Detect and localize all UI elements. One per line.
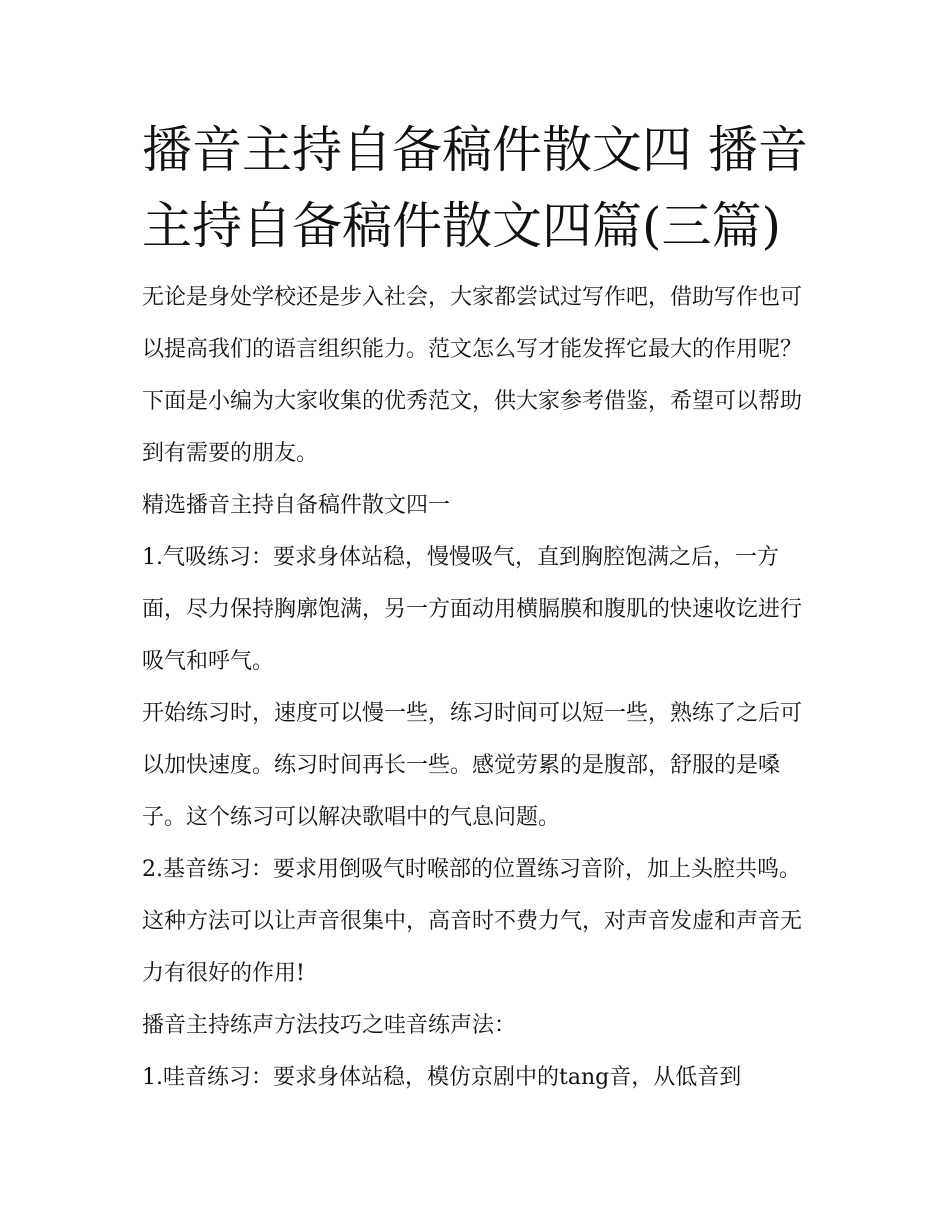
paragraph-base-tone-exercise: 2.基音练习：要求用倒吸气时喉部的位置练习音阶，加上头腔共鸣。这种方法可以让声音很集中，高音时不费力气，对声音发虚和声音无力有很好的作用! bbox=[142, 857, 803, 986]
subsection-heading: 播音主持练声方法技巧之哇音练声法： bbox=[142, 1013, 517, 1038]
intro-paragraph: 无论是身处学校还是步入社会，大家都尝试过写作吧，借助写作也可以提高我们的语言组织能力。范文怎么写才能发挥它最大的作用呢？下面是小编为大家收集的优秀范文，供大家参考借鉴，希望可以帮助到有需要的朋友。 bbox=[142, 285, 803, 466]
paragraph-practice-notes: 开始练习时，速度可以慢一些，练习时间可以短一些，熟练了之后可以加快速度。练习时间再长一些。感觉劳累的是腹部，舒服的是嗓子。这个练习可以解决歌唱中的气息问题。 bbox=[142, 701, 803, 830]
paragraph-wa-tone-exercise: 1.哇音练习：要求身体站稳，模仿京剧中的tang音，从低音到 bbox=[142, 1065, 742, 1090]
paragraph-breathing-exercise: 1.气吸练习：要求身体站稳，慢慢吸气，直到胸腔饱满之后，一方面，尽力保持胸廓饱满，另一方面动用横膈膜和腹肌的快速收讫进行吸气和呼气。 bbox=[142, 545, 803, 674]
document-title: 播音主持自备稿件散文四 播音主持自备稿件散文四篇(三篇) bbox=[142, 121, 808, 255]
section-heading: 精选播音主持自备稿件散文四一 bbox=[142, 493, 451, 518]
document-body bbox=[142, 112, 814, 1104]
